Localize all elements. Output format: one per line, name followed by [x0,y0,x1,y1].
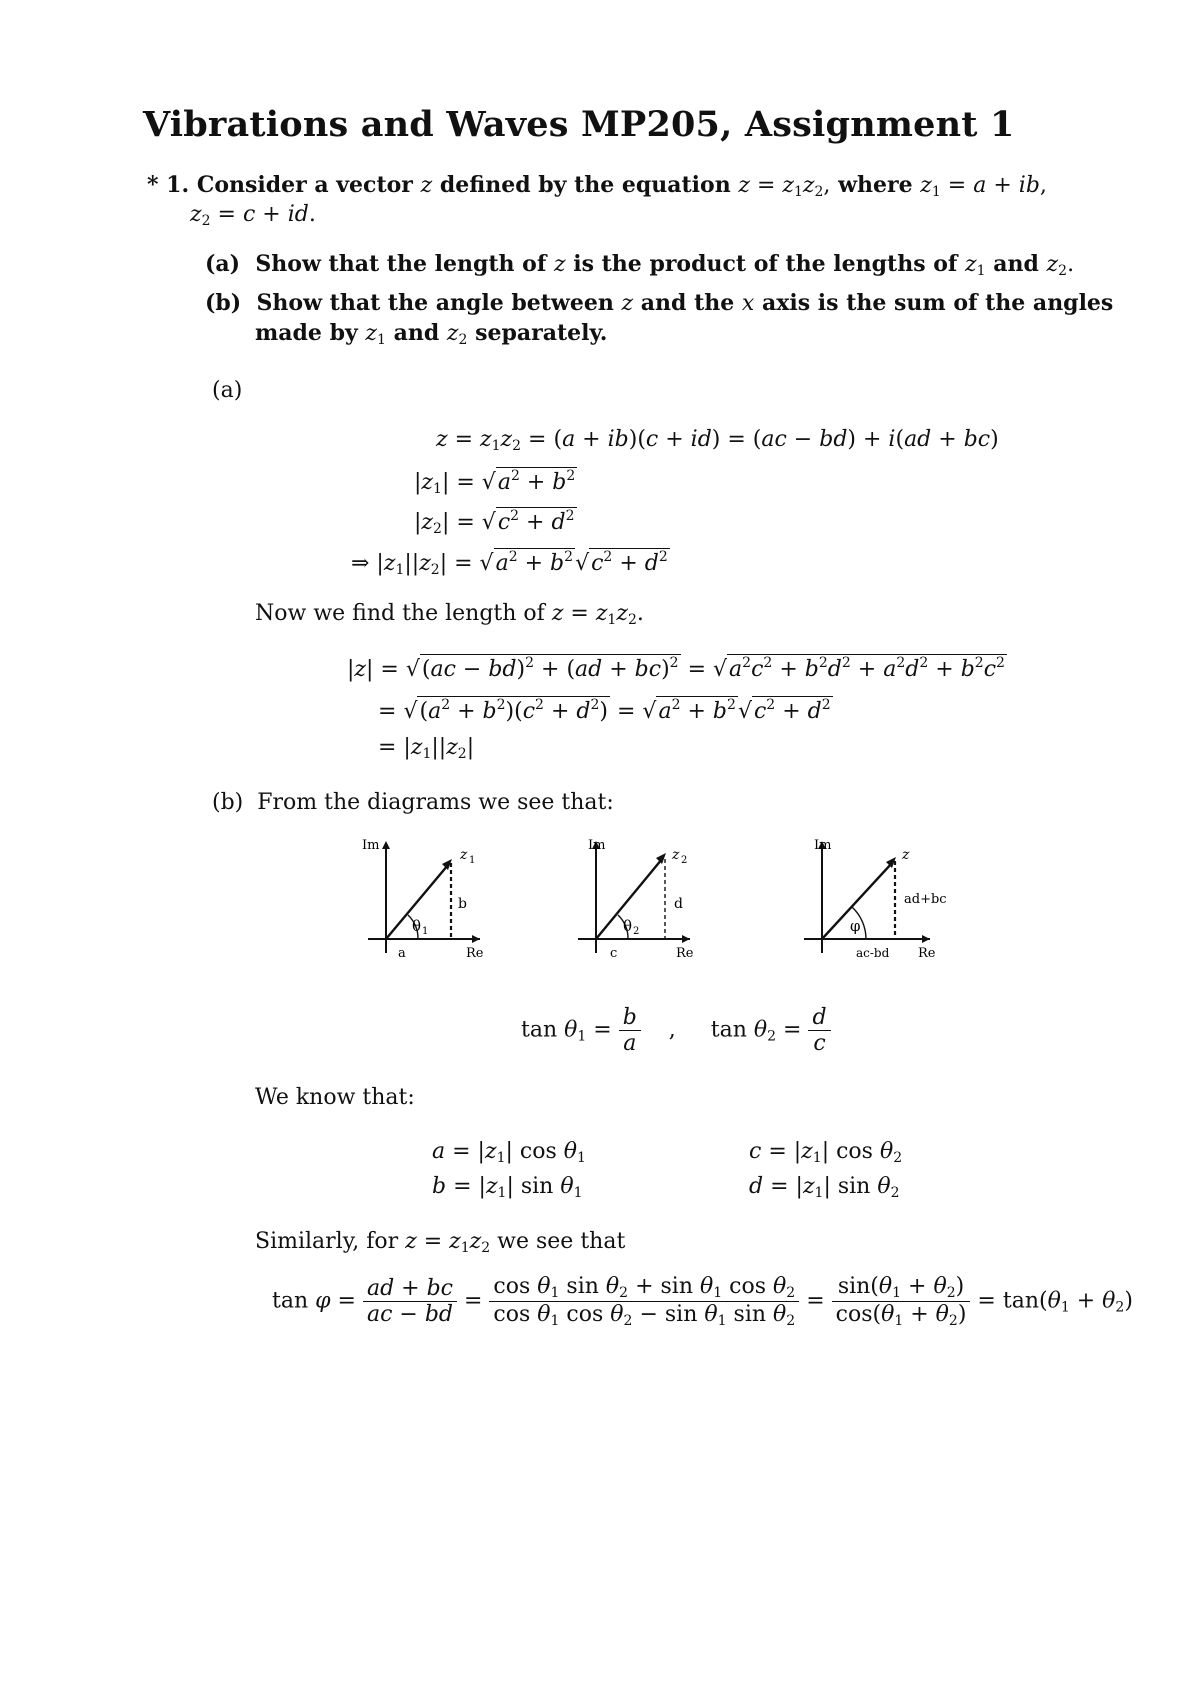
svg-text:2: 2 [681,855,688,866]
equation-tan-thetas: $\tan \theta_1$ = $\frac{b}{a}$ , $\tan \theta_2$ = $\frac{d}{c}$ [521,1005,831,1056]
equation-product: $z = z_1z_2 = (a + ib)(c + id) = (ac - bd) + i(ad + bc)$ [436,427,999,454]
equation-tan-phi: tan φ = $\frac{ad + bc}{ac - bd}$ = $\frac{\cos \theta_1 \sin \theta_2 + \sin \theta_1 \cos \theta_2}{\cos \theta_1 \cos \theta_2 - \sin \theta_1 \sin \theta_2}$ = $\frac{\sin(\theta_1 + \theta_2)}{\cos(\theta_1 + \theta_2)}$ = $\tan(\theta_1 + \theta_2)$ [272,1274,1133,1329]
equation-implies: ⇒ $|z_1||z_2| = √a^2 + b^2√c^2 + d^2$ [351,549,668,578]
vertical-label: ad+bc [904,892,947,907]
im-label: Im [814,838,832,853]
part-b-question-line-2: made by $z_1$ and $z_2$ separately. [255,320,608,348]
question-1-line-1: * 1. Consider a vector z defined by the equation $z = z_1z_2$, where $z_1 = a$ + ib, [147,172,1047,200]
similarly-text: Similarly, for $z = z_1z_2$ we see that [255,1229,626,1256]
diagram-z [794,835,964,965]
question-marker: * 1. [147,172,190,198]
equation-mod-z1: $|z_1| = √a^2 + b^2$ [414,468,576,497]
equation-a: $a = |z_1|$ $\cos \theta_1$ [432,1139,586,1166]
equation-c: $c = |z_1|$ $\cos \theta_2$ [749,1139,903,1166]
we-know-text: We know that: [255,1085,415,1110]
question-1-line-2: $z_2 = c$ + id. [190,202,316,229]
re-label: Re [918,946,936,961]
horizontal-label: c [610,946,618,961]
page-title: Vibrations and Waves MP205, Assignment 1 [143,104,1015,145]
vertical-label: d [674,896,683,912]
solution-a-label: (a) [212,378,243,403]
im-label: Im [588,838,606,853]
equation-length-1: $|z| = √(ac - bd)^2 + (ad + bc)^2 = √a^2c^2 + b^2d^2 + a^2d^2 + b^2c^2$ [347,655,1005,682]
svg-text:1: 1 [469,855,476,866]
equation-mod-z2: $|z_2| = √c^2 + d^2$ [414,508,575,537]
equation-b: $b = |z_1|$ $\sin \theta_1$ [432,1174,583,1201]
svg-text:1: 1 [422,926,429,937]
diagram-z2 [568,835,698,965]
question-text: Consider a vector [196,172,413,198]
angle-label: θ [412,917,422,935]
equation-d: $d = |z_1|$ $\sin \theta_2$ [749,1174,900,1201]
diagram-z1 [358,835,488,965]
vector-label: z [902,847,910,863]
horizontal-label: ac-bd [856,946,890,960]
angle-label: θ [623,917,633,935]
re-label: Re [676,946,694,961]
solution-b-line: (b) From the diagrams we see that: [212,790,614,815]
equation-length-3: = $|z_1||z_2|$ [378,735,475,762]
re-label: Re [466,946,484,961]
equation-length-2: = $√(a^2 + b^2)(c^2 + d^2) = √a^2 + b^2√c^2 + d^2$ [378,697,831,724]
part-b-question: (b) Show that the angle between z and the x axis is the sum of the angles [205,290,1114,316]
vertical-label: b [458,896,467,912]
vector-label: z [460,847,468,863]
horizontal-label: a [398,946,406,961]
im-label: Im [362,838,380,853]
vector-label: z [672,847,680,863]
find-length-text: Now we find the length of $z = z_1z_2$. [255,601,644,628]
svg-text:2: 2 [633,926,640,937]
part-a-question: (a) Show that the length of z is the product of the lengths of $z_1$ and $z_2$. [205,251,1075,279]
angle-label: φ [850,917,861,935]
